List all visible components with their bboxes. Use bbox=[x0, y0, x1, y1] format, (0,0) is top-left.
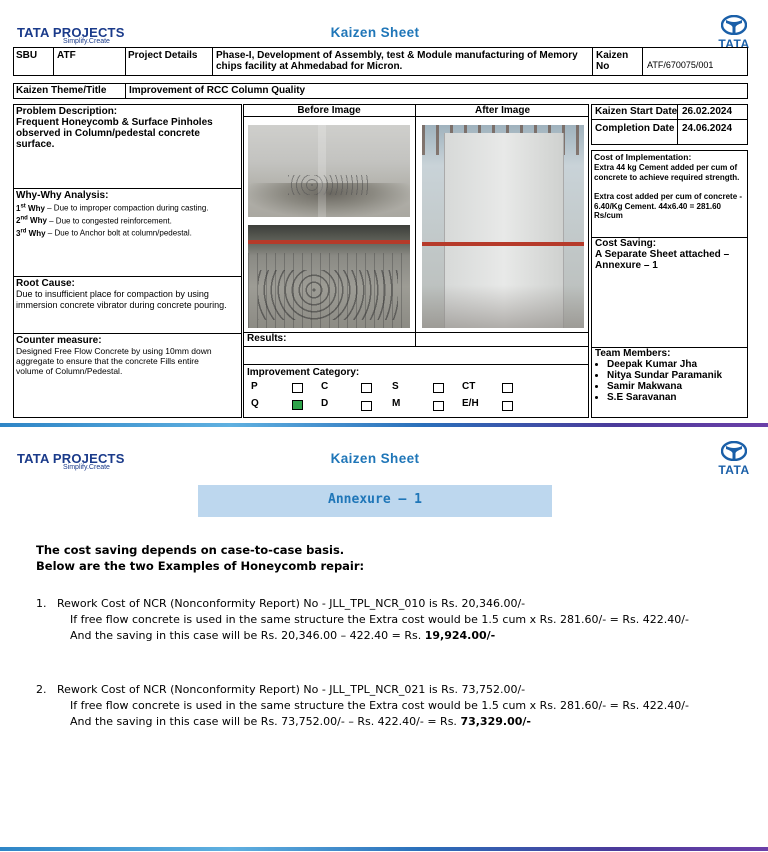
after-image-label: After Image bbox=[474, 105, 530, 116]
project-details-label: Project Details bbox=[128, 50, 198, 61]
example-2-line-2: If free flow concrete is used in the same structure the Extra cost would be 1.5 cum x Rs. 281.60/- = Rs. 422.40/- bbox=[70, 699, 689, 712]
category-ct-label: CT bbox=[462, 381, 476, 392]
cost-saving-text: A Separate Sheet attached – Annexure – 1 bbox=[595, 249, 730, 271]
kaizen-no-value: ATF/670075/001 bbox=[647, 60, 714, 70]
kaizen-no-label: Kaizen No bbox=[596, 50, 629, 72]
page-divider-stripe bbox=[0, 423, 768, 427]
team-label: Team Members: bbox=[595, 348, 671, 359]
intro-line-2: Below are the two Examples of Honeycomb repair: bbox=[36, 559, 365, 573]
category-c-checkbox[interactable] bbox=[361, 383, 372, 393]
why-label: Why-Why Analysis: bbox=[16, 190, 109, 201]
cost-text-1: Extra 44 kg Cement added per cum of concrete to achieve required strength. bbox=[594, 163, 740, 182]
why-list bbox=[16, 201, 240, 239]
example-1-line-1: 1. Rework Cost of NCR (Nonconformity Report) No - JLL_TPL_NCR_010 is Rs. 20,346.00/- bbox=[36, 597, 526, 610]
before-image-label: Before Image bbox=[297, 105, 361, 116]
after-photo bbox=[422, 125, 584, 328]
root-cause-label: Root Cause: bbox=[16, 278, 75, 289]
cost-text-2: Extra cost added per cum of concrete - 6.40/Kg Cement. 44x6.40 = 281.60 Rs/cum bbox=[594, 192, 743, 220]
problem-label: Problem Description: bbox=[16, 106, 118, 117]
category-p-label: P bbox=[251, 381, 258, 392]
before-photo-top bbox=[248, 125, 410, 217]
tata-wordmark: TATA bbox=[718, 37, 750, 51]
category-s-label: S bbox=[392, 381, 399, 392]
annexure-title: Annexure – 1 bbox=[328, 492, 422, 507]
category-c-label: C bbox=[321, 381, 329, 392]
sheet-title: Kaizen Sheet bbox=[330, 25, 420, 40]
cost-label: Cost of Implementation: bbox=[594, 152, 692, 162]
improvement-category-label: Improvement Category: bbox=[247, 367, 360, 378]
category-d-checkbox[interactable] bbox=[361, 401, 372, 411]
team-member: • Samir Makwana bbox=[607, 381, 745, 392]
company-name: TATA PROJECTS bbox=[17, 25, 125, 40]
sheet-title-p2: Kaizen Sheet bbox=[330, 451, 420, 466]
counter-measure-label: Counter measure: bbox=[16, 335, 102, 346]
example-1 bbox=[36, 596, 756, 644]
company-name: TATA PROJECTS bbox=[17, 451, 125, 466]
why-item-2: 2nd Why – Due to congested reinforcement. bbox=[16, 215, 172, 226]
team-member: • Deepak Kumar Jha bbox=[607, 359, 745, 370]
completion-date-value: 24.06.2024 bbox=[682, 123, 733, 134]
category-q-checkbox[interactable] bbox=[292, 400, 303, 410]
example-1-amount: 19,924.00/- bbox=[424, 629, 496, 642]
theme-row bbox=[13, 83, 748, 99]
cost-saving-label: Cost Saving: bbox=[595, 238, 657, 249]
theme-value: Improvement of RCC Column Quality bbox=[129, 85, 306, 96]
example-2-line-3: And the saving in this case will be Rs. 73,752.00/- – Rs. 422.40/- = Rs. 73,329.00/- bbox=[70, 715, 531, 728]
start-date-value: 26.02.2024 bbox=[682, 106, 733, 117]
team-list bbox=[595, 359, 745, 403]
category-eh-label: E/H bbox=[462, 398, 479, 409]
problem-text: Frequent Honeycomb & Surface Pinholes observed in Column/pedestal concrete surface. bbox=[16, 117, 213, 150]
category-d-label: D bbox=[321, 398, 329, 409]
example-1-line-2: If free flow concrete is used in the same structure the Extra cost would be 1.5 cum x Rs. 281.60/- = Rs. 422.40/- bbox=[70, 613, 689, 626]
counter-measure-text: Designed Free Flow Concrete by using 10mm down aggregate to ensure that the concrete Fills entire volume of Column/Pedestal. bbox=[16, 346, 212, 376]
example-2-amount: 73,329.00/- bbox=[460, 715, 531, 728]
project-details-value: Phase-I, Development of Assembly, test & Module manufacturing of Memory chips facility at Ahmedabad for Micron. bbox=[216, 50, 578, 72]
category-eh-checkbox[interactable] bbox=[502, 401, 513, 411]
team-member: • Nitya Sundar Paramanik bbox=[607, 370, 745, 381]
start-date-label: Kaizen Start Date bbox=[595, 106, 678, 117]
tata-wordmark: TATA bbox=[718, 463, 750, 477]
category-q-label: Q bbox=[251, 398, 259, 409]
category-m-checkbox[interactable] bbox=[433, 401, 444, 411]
page-bottom-stripe bbox=[0, 847, 768, 851]
example-2-line-1: 2. Rework Cost of NCR (Nonconformity Report) No - JLL_TPL_NCR_021 is Rs. 73,752.00/- bbox=[36, 683, 526, 696]
company-tagline: Simplify.Create bbox=[63, 464, 110, 471]
category-s-checkbox[interactable] bbox=[433, 383, 444, 393]
tata-logo bbox=[714, 15, 754, 51]
intro-line-1: The cost saving depends on case-to-case basis. bbox=[36, 543, 345, 557]
sbu-label: SBU bbox=[16, 50, 38, 61]
tata-emblem-icon bbox=[721, 441, 747, 461]
tata-logo-p2 bbox=[714, 441, 754, 477]
example-2 bbox=[36, 682, 756, 730]
sbu-value: ATF bbox=[57, 50, 76, 61]
results-label: Results: bbox=[247, 333, 287, 344]
completion-date-label: Completion Date bbox=[595, 123, 675, 134]
category-ct-checkbox[interactable] bbox=[502, 383, 513, 393]
before-photo-bottom bbox=[248, 225, 410, 328]
root-cause-text: Due to insufficient place for compaction by using immersion concrete vibrator during concrete pouring. bbox=[16, 289, 227, 310]
company-tagline: Simplify.Create bbox=[63, 38, 110, 45]
theme-label: Kaizen Theme/Title bbox=[16, 85, 107, 96]
category-m-label: M bbox=[392, 398, 401, 409]
why-item-1: 1st Why – Due to improper compaction during casting. bbox=[16, 203, 209, 213]
tata-emblem-icon bbox=[721, 15, 747, 35]
example-1-line-3: And the saving in this case will be Rs. 20,346.00 – 422.40 = Rs. 19,924.00/- bbox=[70, 629, 496, 642]
team-member: • S.E Saravanan bbox=[607, 392, 745, 403]
category-p-checkbox[interactable] bbox=[292, 383, 303, 393]
why-item-3: 3rd Why – Due to Anchor bolt at column/pedestal. bbox=[16, 228, 192, 238]
